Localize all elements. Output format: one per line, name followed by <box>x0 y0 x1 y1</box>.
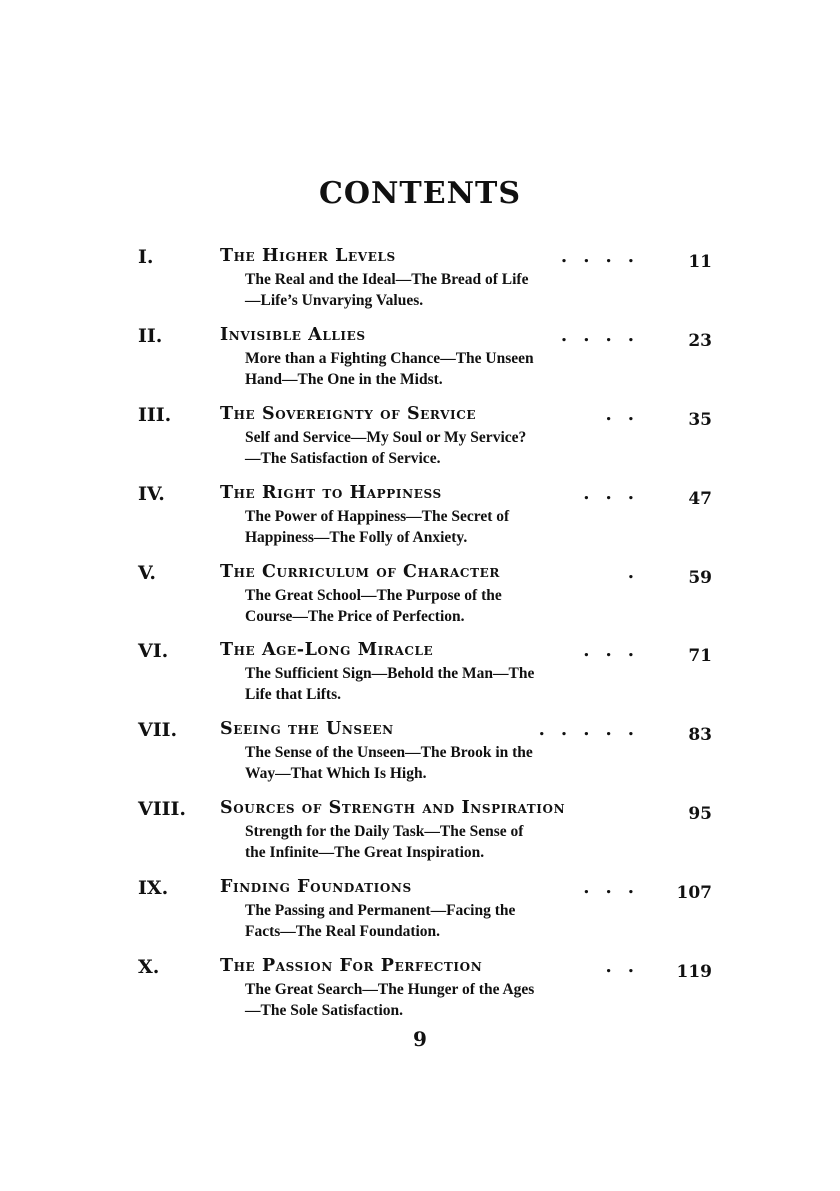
description-line: —Life’s Unvarying Values. <box>245 292 424 309</box>
chapter-title: The Age-Long Miracle <box>220 640 434 660</box>
chapter-numeral: VII. <box>138 719 178 741</box>
chapter-page-number: 71 <box>688 646 712 666</box>
chapter-title: The Passion For Perfection <box>220 956 483 976</box>
chapter-numeral: I. <box>138 246 154 268</box>
leader-dots: ... <box>583 877 650 898</box>
chapter-numeral: VI. <box>138 640 169 662</box>
description-line: The Real and the Ideal—The Bread of Life <box>245 271 529 288</box>
chapter-numeral: IV. <box>138 483 165 505</box>
chapter-description <box>245 821 645 863</box>
chapter-description <box>245 269 645 311</box>
chapter-description <box>245 506 645 548</box>
description-line: The Sense of the Unseen—The Brook in the <box>245 744 533 761</box>
description-line: More than a Fighting Chance—The Unseen <box>245 350 534 367</box>
description-line: The Great Search—The Hunger of the Ages <box>245 981 535 998</box>
leader-dots: . <box>627 562 650 583</box>
chapter-page-number: 95 <box>688 804 712 824</box>
description-line: the Infinite—The Great Inspiration. <box>245 844 485 861</box>
leader-dots: .. <box>605 404 650 425</box>
chapter-numeral: X. <box>138 956 160 978</box>
leader-dots: .... <box>560 246 650 267</box>
leader-dots: ... <box>583 640 650 661</box>
chapter-description <box>245 663 645 705</box>
description-line: Facts—The Real Foundation. <box>245 923 441 940</box>
description-line: The Great School—The Purpose of the <box>245 587 502 604</box>
chapter-page-number: 23 <box>688 331 712 351</box>
chapter-numeral: IX. <box>138 877 169 899</box>
description-line: Life that Lifts. <box>245 686 342 703</box>
leader-dots: ... <box>583 483 650 504</box>
description-line: The Power of Happiness—The Secret of <box>245 508 510 525</box>
chapter-numeral: II. <box>138 325 163 347</box>
chapter-title: Invisible Allies <box>220 325 366 345</box>
chapter-page-number: 59 <box>688 568 712 588</box>
chapter-description <box>245 348 645 390</box>
leader-dots: ..... <box>538 719 650 740</box>
chapter-numeral: VIII. <box>138 798 187 820</box>
description-line: —The Sole Satisfaction. <box>245 1002 404 1019</box>
chapter-title: The Right to Happiness <box>220 483 442 503</box>
chapter-numeral: V. <box>138 562 157 584</box>
chapter-page-number: 47 <box>688 489 712 509</box>
description-line: Course—The Price of Perfection. <box>245 608 465 625</box>
description-line: Self and Service—My Soul or My Service? <box>245 429 527 446</box>
chapter-title: Sources of Strength and Inspiration <box>220 798 566 818</box>
description-line: Hand—The One in the Midst. <box>245 371 443 388</box>
description-line: The Passing and Permanent—Facing the <box>245 902 516 919</box>
chapter-title: Seeing the Unseen <box>220 719 394 739</box>
chapter-description <box>245 585 645 627</box>
description-line: Happiness—The Folly of Anxiety. <box>245 529 468 546</box>
chapter-title: The Curriculum of Character <box>220 562 500 582</box>
chapter-title: The Higher Levels <box>220 246 396 266</box>
description-line: Strength for the Daily Task—The Sense of <box>245 823 524 840</box>
description-line: The Sufficient Sign—Behold the Man—The <box>245 665 535 682</box>
leader-dots: .. <box>605 956 650 977</box>
page-title: CONTENTS <box>318 176 522 211</box>
chapter-page-number: 35 <box>688 410 712 430</box>
chapter-page-number: 83 <box>688 725 712 745</box>
page-folio: 9 <box>413 1027 427 1051</box>
chapter-title: The Sovereignty of Service <box>220 404 477 424</box>
leader-dots: .... <box>560 325 650 346</box>
chapter-page-number: 11 <box>688 252 712 272</box>
chapter-title: Finding Foundations <box>220 877 412 897</box>
chapter-description <box>245 427 645 469</box>
chapter-page-number: 107 <box>676 883 712 903</box>
description-line: Way—That Which Is High. <box>245 765 427 782</box>
chapter-page-number: 119 <box>676 962 712 982</box>
chapter-description <box>245 742 645 784</box>
description-line: —The Satisfaction of Service. <box>245 450 441 467</box>
chapter-numeral: III. <box>138 404 172 426</box>
chapter-description <box>245 979 645 1021</box>
chapter-description <box>245 900 645 942</box>
